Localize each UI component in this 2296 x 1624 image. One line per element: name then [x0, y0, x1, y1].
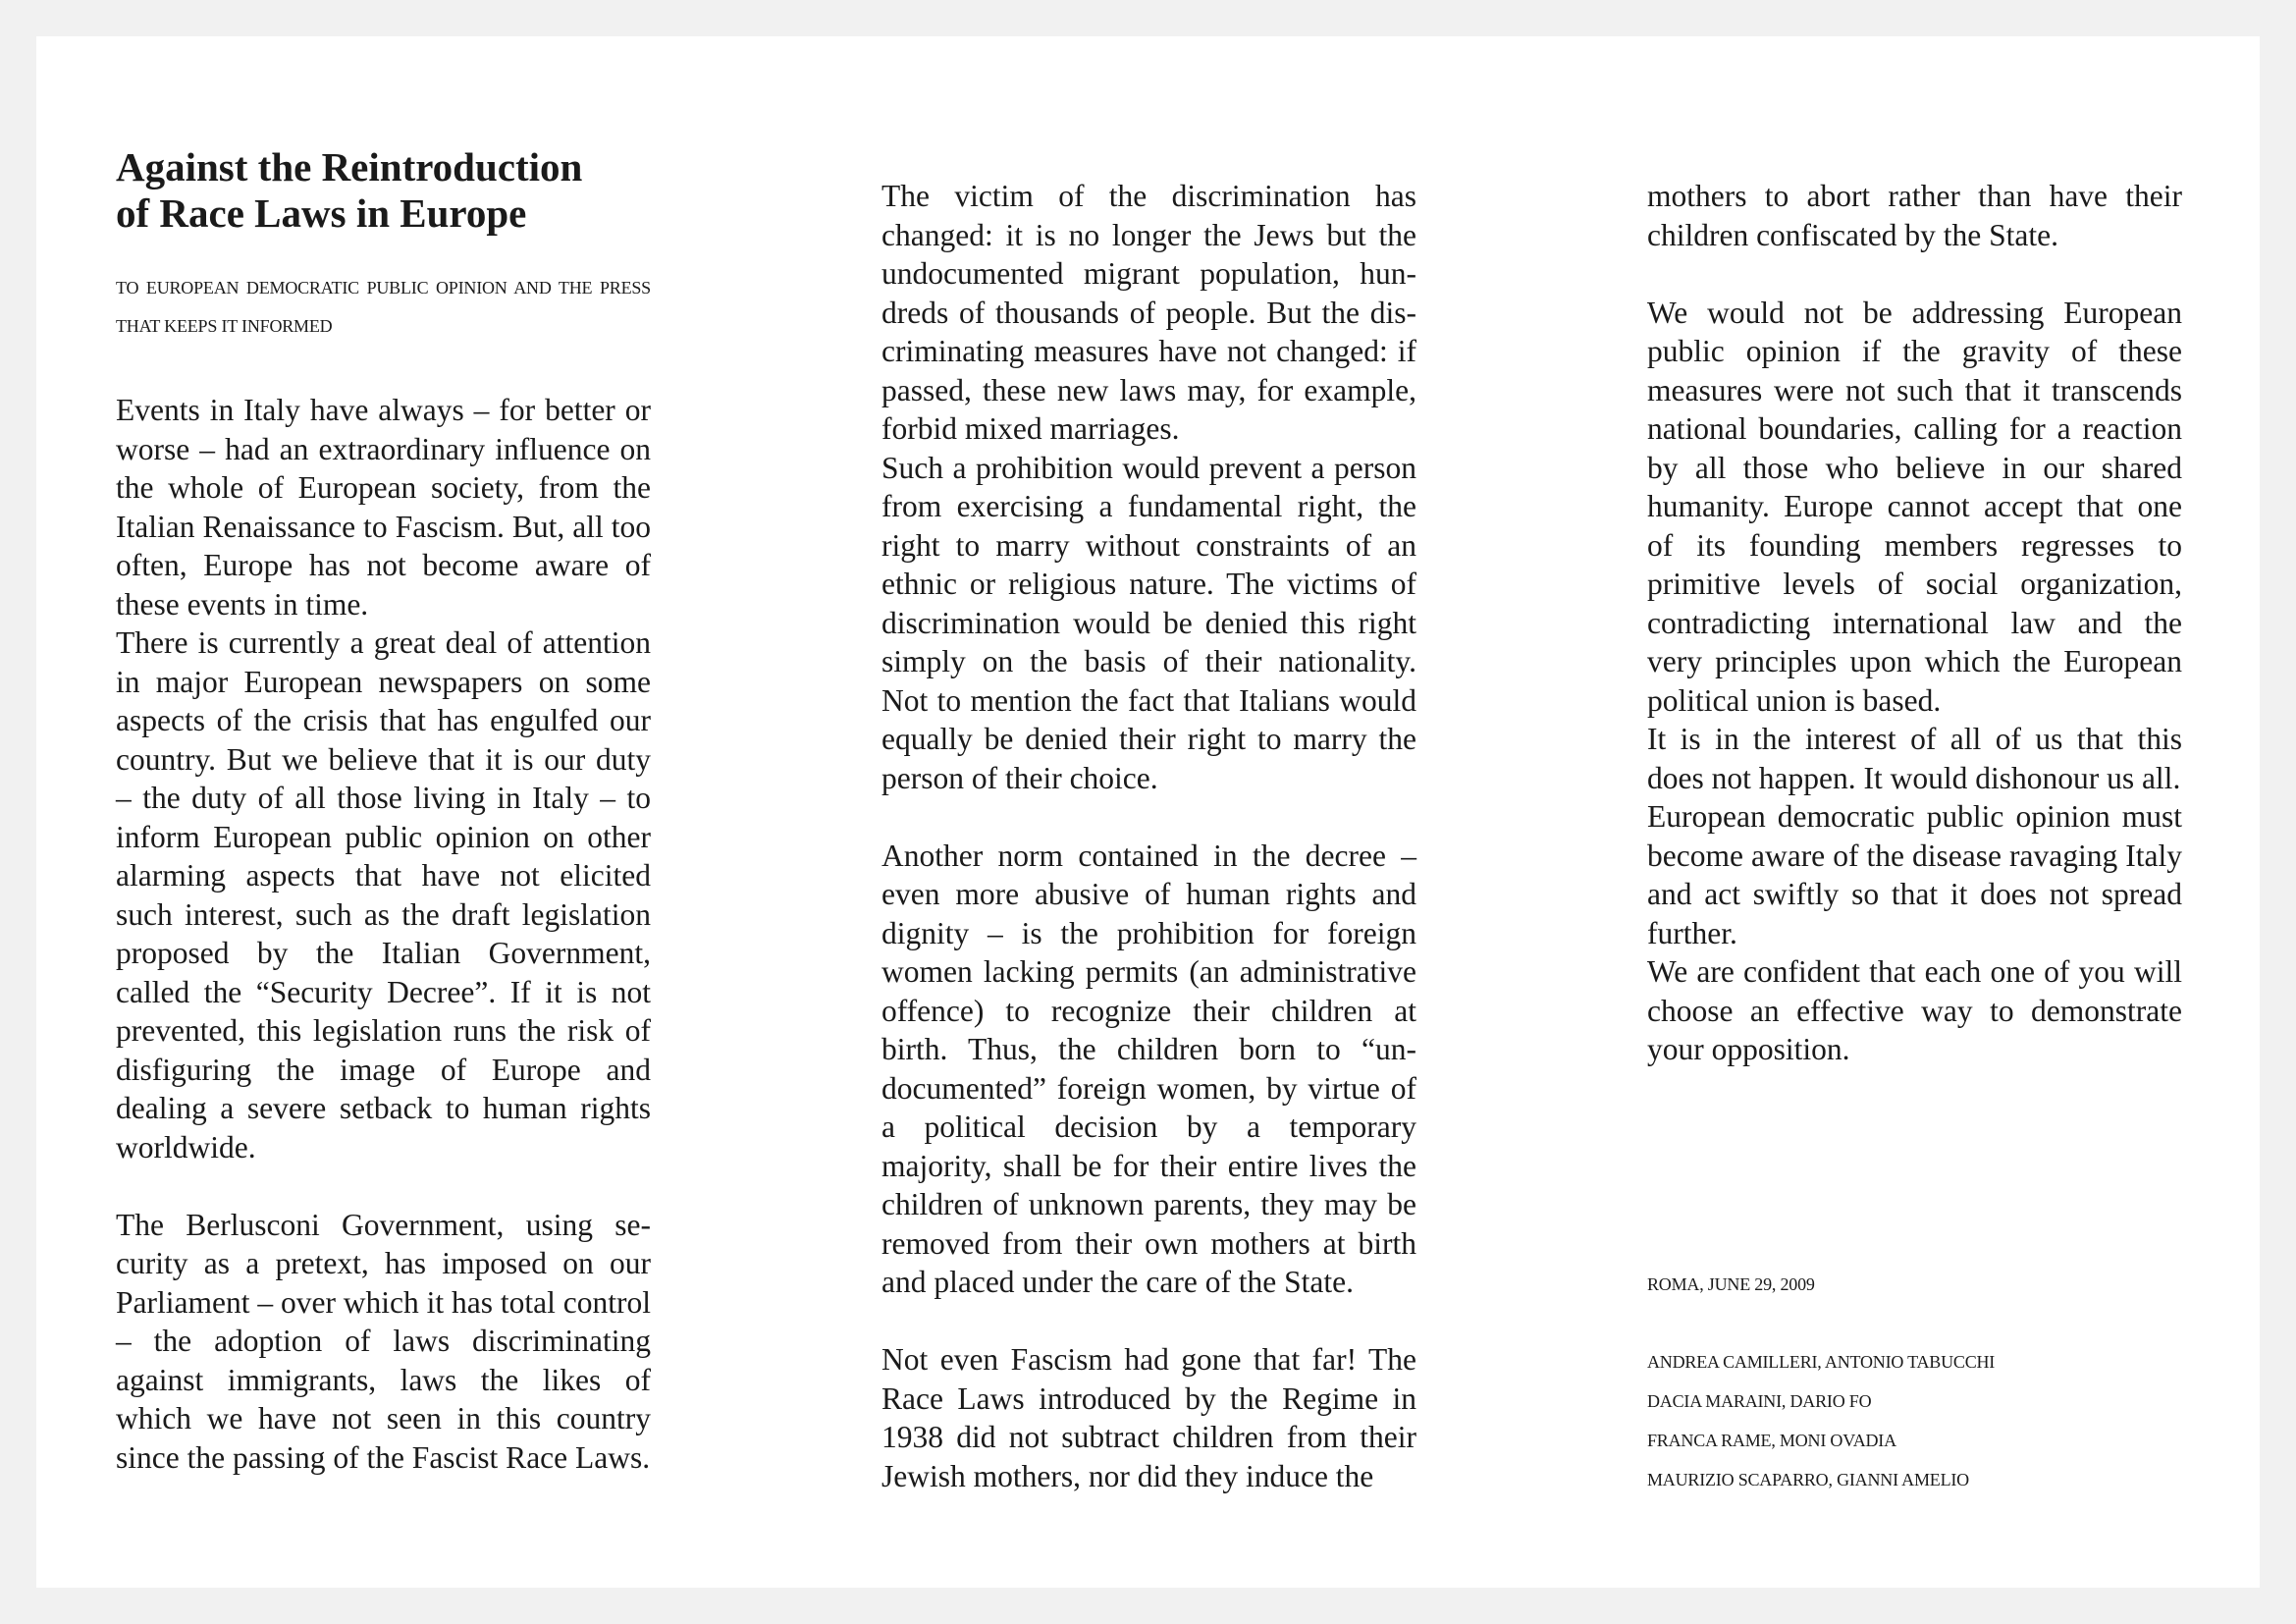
paragraph: We would not be addressing European public opinion if the gravity of these measures were not such that it transcends national boundaries, calling for a reaction by all those who believe in our shared humanity. Europe cannot accept that one of its founding members regresses to primitive levels of social organization, contradicting international law and the very principles upon which the European political union is based. — [1647, 295, 2182, 718]
column-1-text — [116, 391, 651, 1477]
document-subtitle: TO EUROPEAN DEMOCRATIC PUBLIC OPINION AND THE PRESS THAT KEEPS IT INFORMED — [116, 278, 651, 336]
paragraph: We are confident that each one of you will choose an effective way to demonstrate your opposition. — [1647, 954, 2182, 1066]
paragraph: Not even Fascism had gone that far! The Race Laws introduced by the Regime in 1938 did not subtract children from their Jewish mothers, nor did they induce the — [881, 1342, 1416, 1493]
paragraph: Another norm contained in the decree – even more abusive of human rights and dignity – is the prohibition for foreign women lacking permits (an administrative offence) to recognize their children at birth. Thus, the children born to “undocumented” foreign women, by virtue of a political decision by a temporary majority, shall be for their entire lives the children of unknown parents, they may be removed from their own mothers at birth and placed under the care of the State. — [881, 838, 1416, 1299]
paragraph: It is in the interest of all of us that this does not happen. It would dishonour us all. — [1647, 722, 2182, 795]
signatory-line: MAURIZIO SCAPARRO, GIANNI AMELIO — [1647, 1470, 1969, 1489]
signatories-list — [1647, 1342, 2182, 1499]
column-3-text — [1647, 177, 2182, 1069]
document-date: ROMA, JUNE 29, 2009 — [1647, 1274, 1815, 1294]
paragraph: European democratic public opinion must become aware of the disease ravaging Italy and act swiftly so that it does not spread further. — [1647, 799, 2182, 950]
signatory-line: FRANCA RAME, MONI OVADIA — [1647, 1431, 1896, 1450]
paragraph: There is currently a great deal of attention in major European newspapers on some aspects of the crisis that has engulfed our country. But we believe that it is our duty – the duty of all those living in Italy – to inform European public opinion on other alarming aspects that have not elicited such interest, such as the draft legislation proposed by the Italian Government, called the “Security Decree”. If it is not prevented, this legislation runs the risk of disfiguring the image of Europe and dealing a severe setback to human rights worldwide. — [116, 625, 651, 1164]
signatory-line: DACIA MARAINI, DARIO FO — [1647, 1391, 1872, 1411]
signatory-line: ANDREA CAMILLERI, ANTONIO TABUCCHI — [1647, 1352, 1996, 1372]
title-line-1: Against the Reintroduction — [116, 144, 583, 189]
paragraph: The Berlusconi Government, using security as a pretext, has imposed on our Parliament – over which it has total control – the adoption of laws discriminating against immigrants, laws the likes of which we have not seen in this country since the passing of the Fascist Race Laws. — [116, 1207, 651, 1475]
document-title — [116, 144, 666, 237]
paragraph: mothers to abort rather than have their children confiscated by the State. — [1647, 179, 2182, 252]
column-2-text — [881, 177, 1416, 1495]
paragraph: Such a prohibition would prevent a person from exercising a fundamental right, the right to marry without constraints of an ethnic or religious nature. The victims of discrimination would be denied this right simply on the basis of their nationality. Not to mention the fact that Italians would equally be denied their right to marry the person of their choice. — [881, 450, 1416, 795]
title-line-2: of Race Laws in Europe — [116, 190, 527, 236]
paragraph: The victim of the discrimination has changed: it is no longer the Jews but the undocumented migrant population, hundreds of thousands of people. But the discriminating measures have not changed: if passed, these new laws may, for example, forbid mixed marriages. — [881, 179, 1416, 446]
paragraph: Events in Italy have always – for better or worse – had an extraordinary influence on the whole of European society, from the Italian Renaissance to Fascism. But, all too often, Europe has not become aware of these events in time. — [116, 393, 651, 622]
document-page — [36, 36, 2260, 1588]
